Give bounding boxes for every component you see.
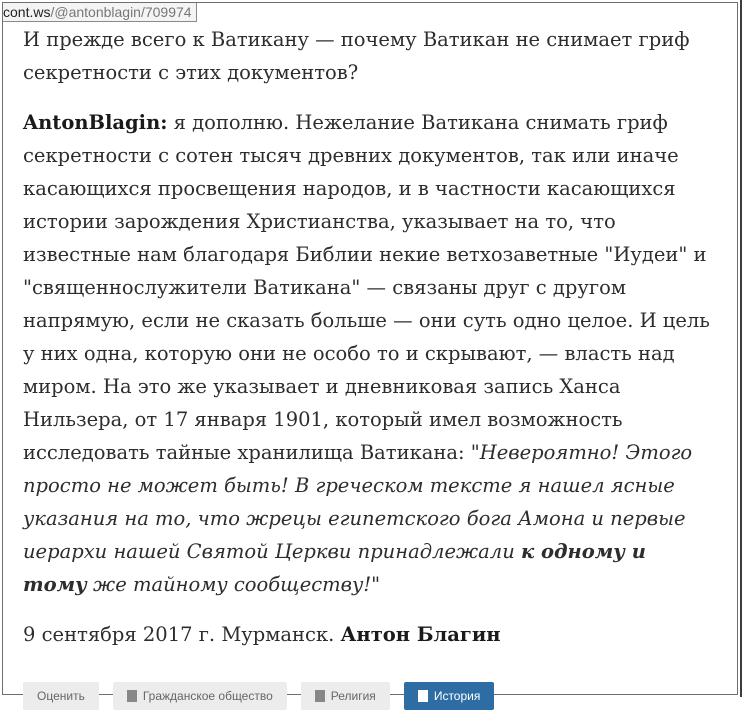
diary-quote xyxy=(23,441,692,596)
browser-frame xyxy=(2,2,738,703)
tag-rate[interactable] xyxy=(23,682,99,710)
quote-part-2: же тайному сообществу!" xyxy=(86,573,381,596)
document-icon xyxy=(127,690,137,702)
tag-history[interactable] xyxy=(404,682,495,710)
paragraph-intro: И прежде всего к Ватикану — почему Ватикан не снимает гриф секретности с этих документов? xyxy=(23,28,690,84)
tag-civil-society[interactable] xyxy=(113,682,287,710)
signature-date: 9 сентября 2017 г. Мурманск. xyxy=(23,623,341,646)
document-icon xyxy=(418,690,428,702)
signature xyxy=(23,618,713,651)
comment-author[interactable]: AntonBlagin: xyxy=(23,111,168,134)
quote-part-1: "Невероятно! Этого просто не может быть! В греческом тексте я нашел ясные указания на то, что жрецы египетского бога Амона и первые иерархи нашей Святой Церкви принадлежали xyxy=(23,441,693,563)
tag-civil-society-label: Гражданское общество xyxy=(142,689,273,703)
tag-religion-label: Религия xyxy=(330,689,376,703)
url-bar[interactable] xyxy=(3,3,197,22)
comment-text: я дополню. Нежелание Ватикана снимать гриф секретности с сотен тысяч древних документов, так или иначе касающихся просвещения народов, и в частности касающихся истории зарождения Христианства, указывает на то, что известные нам благодаря Библии некие ветхозаветные "Иудеи" и "священнослужители Ватикана" — связаны друг с другом напрямую, если не сказать больше — они суть одно целое. И цель у них одна, которую они не особо то и скрывают, — власть над миром. На это же указывает и дневниковая запись Ханса Нильзера, от 17 января 1901, который имел возможность исследовать тайные хранилища Ватикана: xyxy=(23,111,710,464)
article-body xyxy=(23,23,713,651)
paragraph-comment xyxy=(23,106,713,601)
quote-bold: к одному и тому xyxy=(23,540,646,596)
url-host: cont.ws xyxy=(3,4,51,20)
tag-rate-label: Оценить xyxy=(37,689,85,703)
url-path: /@antonblagin/709974 xyxy=(50,4,192,20)
signature-name: Антон Благин xyxy=(340,623,501,646)
tag-religion[interactable] xyxy=(301,682,390,710)
tag-history-label: История xyxy=(433,689,481,703)
document-icon xyxy=(315,690,325,702)
tag-bar xyxy=(23,682,494,710)
